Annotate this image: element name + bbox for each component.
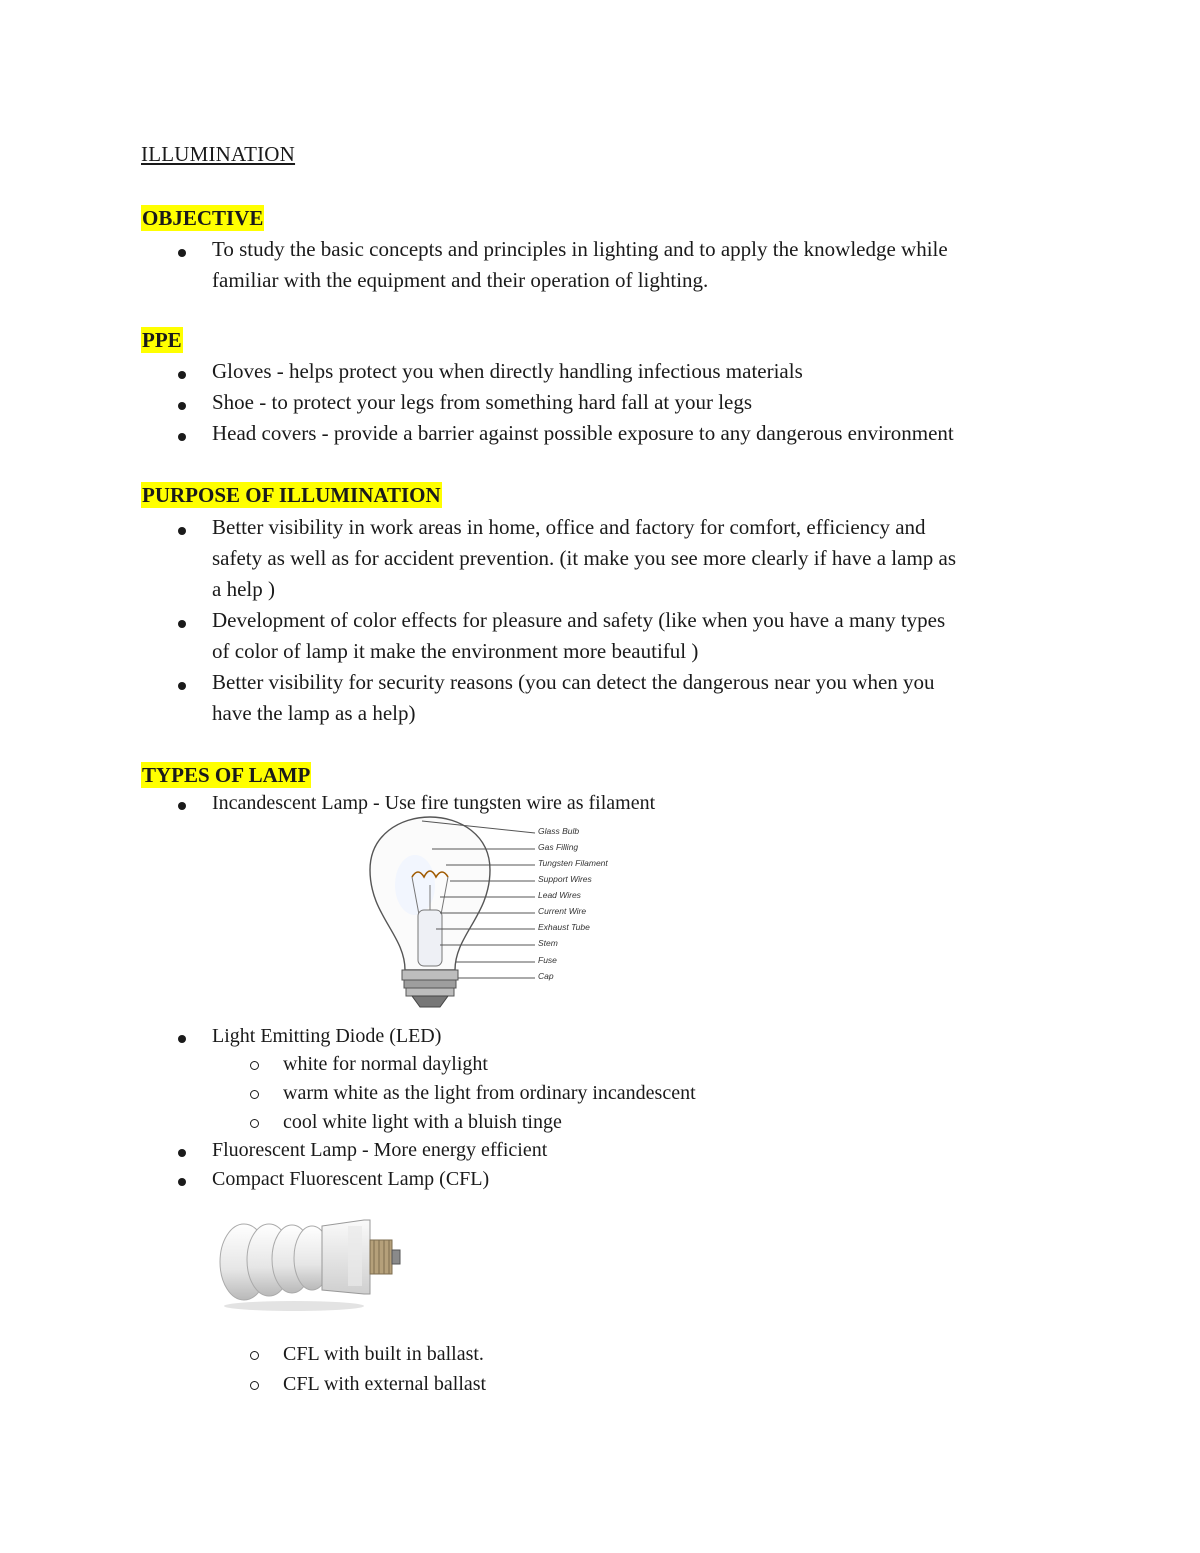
bulb-label-fuse: Fuse [538, 955, 557, 965]
sub-bullet-marker [250, 1351, 259, 1360]
bulb-label-stem: Stem [538, 938, 558, 948]
objective-item-line: familiar with the equipment and their operation of lighting. [212, 268, 709, 292]
bullet-marker [178, 1149, 186, 1157]
heading-objective: OBJECTIVE [142, 206, 264, 230]
bulb-label-current-wire: Current Wire [538, 906, 587, 916]
bullet-marker [178, 527, 186, 535]
purpose-item-line: a help ) [212, 577, 275, 601]
purpose-item-line: safety as well as for accident prevention. (it make you see more clearly if have a lamp as [212, 546, 957, 570]
bullet-marker [178, 1178, 186, 1186]
cfl-bulb-image [214, 1212, 404, 1312]
purpose-item-line: Better visibility in work areas in home, office and factory for comfort, efficiency and [212, 515, 926, 539]
cfl-illustration [214, 1212, 404, 1312]
sub-bullet-marker [250, 1119, 259, 1128]
led-item: Light Emitting Diode (LED) [212, 1025, 442, 1047]
bullet-marker [178, 402, 186, 410]
bullet-marker [178, 249, 186, 257]
bullet-marker [178, 682, 186, 690]
bulb-label-tungsten-filament: Tungsten Filament [538, 858, 608, 868]
bulb-label-lead-wires: Lead Wires [538, 890, 581, 900]
fluorescent-lamp-item: Fluorescent Lamp - More energy efficient [212, 1139, 548, 1161]
heading-types-of-lamp: TYPES OF LAMP [142, 763, 311, 787]
incandescent-lamp-item: Incandescent Lamp - Use fire tungsten wire as filament [212, 792, 656, 814]
cfl-item: Compact Fluorescent Lamp (CFL) [212, 1168, 490, 1190]
led-sub-item: warm white as the light from ordinary incandescent [283, 1082, 696, 1104]
incandescent-bulb-diagram [360, 815, 620, 1015]
objective-item-line: To study the basic concepts and principles in lighting and to apply the knowledge while [212, 237, 948, 261]
bullet-marker [178, 802, 186, 810]
bullet-marker [178, 433, 186, 441]
cfl-sub-item: CFL with built in ballast. [283, 1343, 484, 1365]
led-sub-item: white for normal daylight [283, 1053, 488, 1075]
document-title: ILLUMINATION [141, 142, 296, 166]
purpose-item-line: of color of lamp it make the environment more beautiful ) [212, 639, 699, 663]
bulb-label-support-wires: Support Wires [538, 874, 592, 884]
purpose-item-line: Development of color effects for pleasure and safety (like when you have a many types [212, 608, 946, 632]
led-sub-item: cool white light with a bluish tinge [283, 1111, 562, 1133]
bullet-marker [178, 371, 186, 379]
purpose-item-line: Better visibility for security reasons (you can detect the dangerous near you when you [212, 670, 935, 694]
cfl-sub-item: CFL with external ballast [283, 1373, 487, 1395]
ppe-item-shoe: Shoe - to protect your legs from something hard fall at your legs [212, 390, 753, 414]
heading-ppe: PPE [142, 328, 182, 352]
bullet-marker [178, 1035, 186, 1043]
bullet-marker [178, 620, 186, 628]
bulb-label-glass-bulb: Glass Bulb [538, 826, 580, 836]
sub-bullet-marker [250, 1061, 259, 1070]
bulb-label-gas-filling: Gas Filling [538, 842, 579, 852]
sub-bullet-marker [250, 1090, 259, 1099]
ppe-item-head-covers: Head covers - provide a barrier against possible exposure to any dangerous environment [212, 421, 954, 445]
purpose-item-line: have the lamp as a help) [212, 701, 416, 725]
bulb-label-exhaust-tube: Exhaust Tube [538, 922, 590, 932]
sub-bullet-marker [250, 1381, 259, 1390]
heading-purpose: PURPOSE OF ILLUMINATION [142, 483, 441, 507]
bulb-label-cap: Cap [538, 971, 554, 981]
ppe-item-gloves: Gloves - helps protect you when directly handling infectious materials [212, 359, 803, 383]
